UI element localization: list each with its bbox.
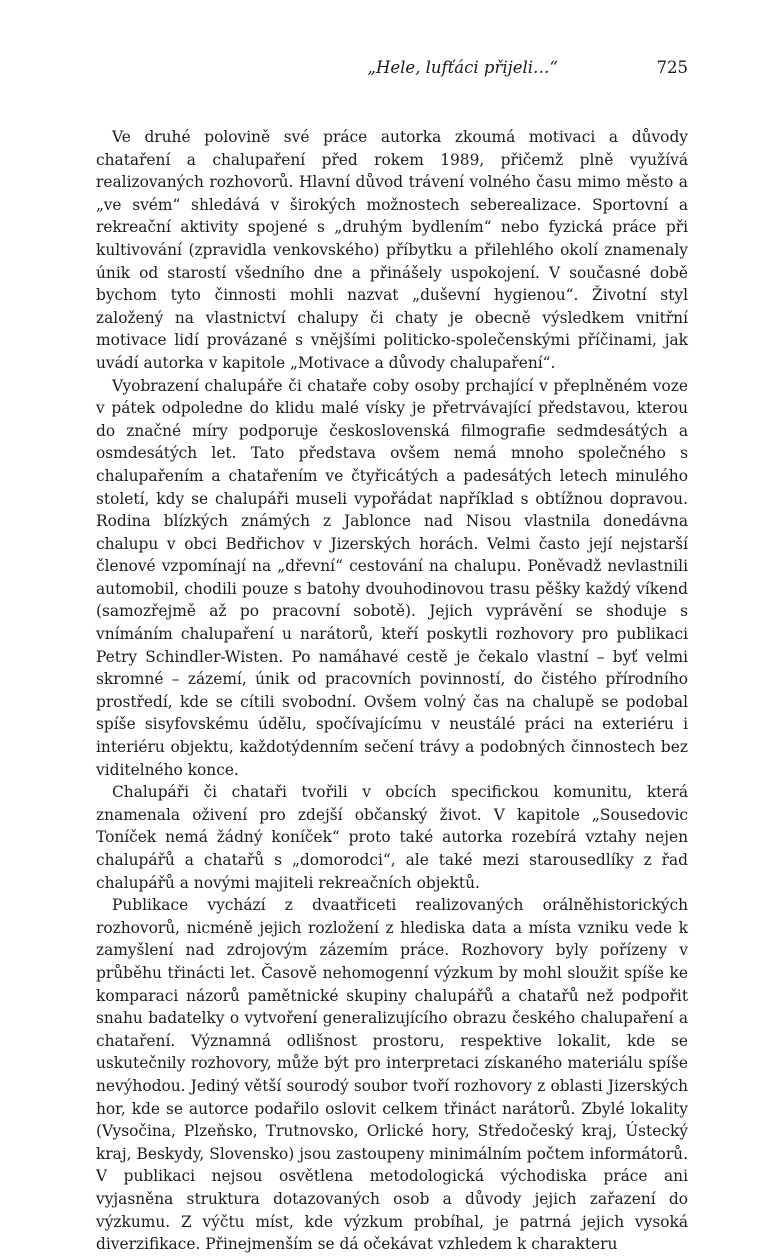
paragraph: Chalupáři či chataři tvořili v obcích specifickou komunitu, která znamenala oživení pro zdejší občanský život. V kapitole „Sousedovic Toníček nemá žádný koníček“ proto také autorka rozebírá vztahy nejen chalupářů a chatařů s „domorodci“, ale také mezi starousedlíky z řad chalupářů a novými majiteli rekreačních objektů.	[96, 783, 688, 892]
page-number: 725	[656, 58, 688, 77]
page-header	[96, 58, 688, 84]
paragraph: Publikace vychází z dvaatřiceti realizovaných orálněhistorických rozhovorů, nicméně jejich rozložení z hlediska data a místa vzniku vede k zamyšlení nad zdrojovým zázemím práce. Rozhovory byly pořízeny v průběhu třinácti let. Časově nehomogenní výzkum by mohl sloužit spíše ke komparaci názorů pamětnické skupiny chalupářů a chatařů než podpořit snahu badatelky o vytvoření generalizujícího obrazu českého chalupaření a chataření. Významná odlišnost prostoru, respektive lokalit, kde se uskutečnily rozhovory, může být pro interpretaci získaného materiálu spíše nevýhodou. Jediný větší sourodý soubor tvoří rozhovory z oblasti Jizerských hor, kde se autorce podařilo oslovit celkem třináct narátorů. Zbylé lokality (Vysočina, Plzeňsko, Trutnovsko, Orlické hory, Středočeský kraj, Ústecký kraj, Beskydy, Slovensko) jsou zastoupeny minimálním počtem informátorů. V publikaci nejsou osvětlena metodologická východiska práce ani vyjasněna struktura dotazovaných osob a důvody jejich zařazení do výzkumu. Z výčtu míst, kde výzkum probíhal, je patrná jejich vysoká diverzifikace. Přinejmenším se dá očekávat vzhledem k charakteru	[96, 896, 688, 1254]
running-title: „Hele, lufťáci přijeli…“	[367, 58, 558, 77]
body-text	[96, 126, 688, 1256]
paragraph: Vyobrazení chalupáře či chataře coby osoby prchající v přeplněném voze v pátek odpoledne do klidu malé vísky je přetrvávající představou, kterou do značné míry podporuje československá filmografie sedmdesátých a osmdesátých let. Tato představa ovšem nemá mnoho společného s chalupařením a chatařením ve čtyřicátých a padesátých letech minulého století, kdy se chalupáři museli vypořádat například s obtížnou dopravou. Rodina blízkých známých z Jablonce nad Nisou vlastnila donedávna chalupu v obci Bedřichov v Jizerských horách. Velmi často její nejstarší členové vzpomínají na „dřevní“ cestování na chalupu. Poněvadž nevlastnili automobil, chodili pouze s batohy dvouhodinovou trasu pěšky každý víkend (samozřejmě až po pracovní sobotě). Jejich vyprávění se shoduje s vnímáním chalupaření u narátorů, kteří poskytli rozhovory pro publikaci Petry Schindler-Wisten. Po namáhavé cestě je čekalo vlastní – byť velmi skromné – zázemí, únik od pracovních povinností, do čistého přírodního prostředí, kde se cítili svobodní. Ovšem volný čas na chalupě se podobal spíše sisyfovskému údělu, spočívajícímu v neustálé práci na exteriéru i interiéru objektu, každotýdenním sečení trávy a podobných činnostech bez viditelného konce.	[96, 376, 688, 779]
paragraph: Ve druhé polovině své práce autorka zkoumá motivaci a důvody chataření a chalupaření před rokem 1989, přičemž plně využívá realizovaných rozhovorů. Hlavní důvod trávení volného času mimo město a „ve svém“ shledává v širokých možnostech seberealizace. Sportovní a rekreační aktivity spojené s „druhým bydlením“ nebo fyzická práce při kultivování (zpravidla venkovského) příbytku a přilehlého okolí znamenaly únik od starostí všedního dne a přinášely uspokojení. V současné době bychom tyto činnosti mohli nazvat „duševní hygienou“. Životní styl založený na vlastnictví chalupy či chaty je obecně výsledkem vnitřní motivace lidí provázané s vnějšími politicko-společenskými příčinami, jak uvádí autorka v kapitole „Motivace a důvody chalupaření“.	[96, 128, 688, 372]
